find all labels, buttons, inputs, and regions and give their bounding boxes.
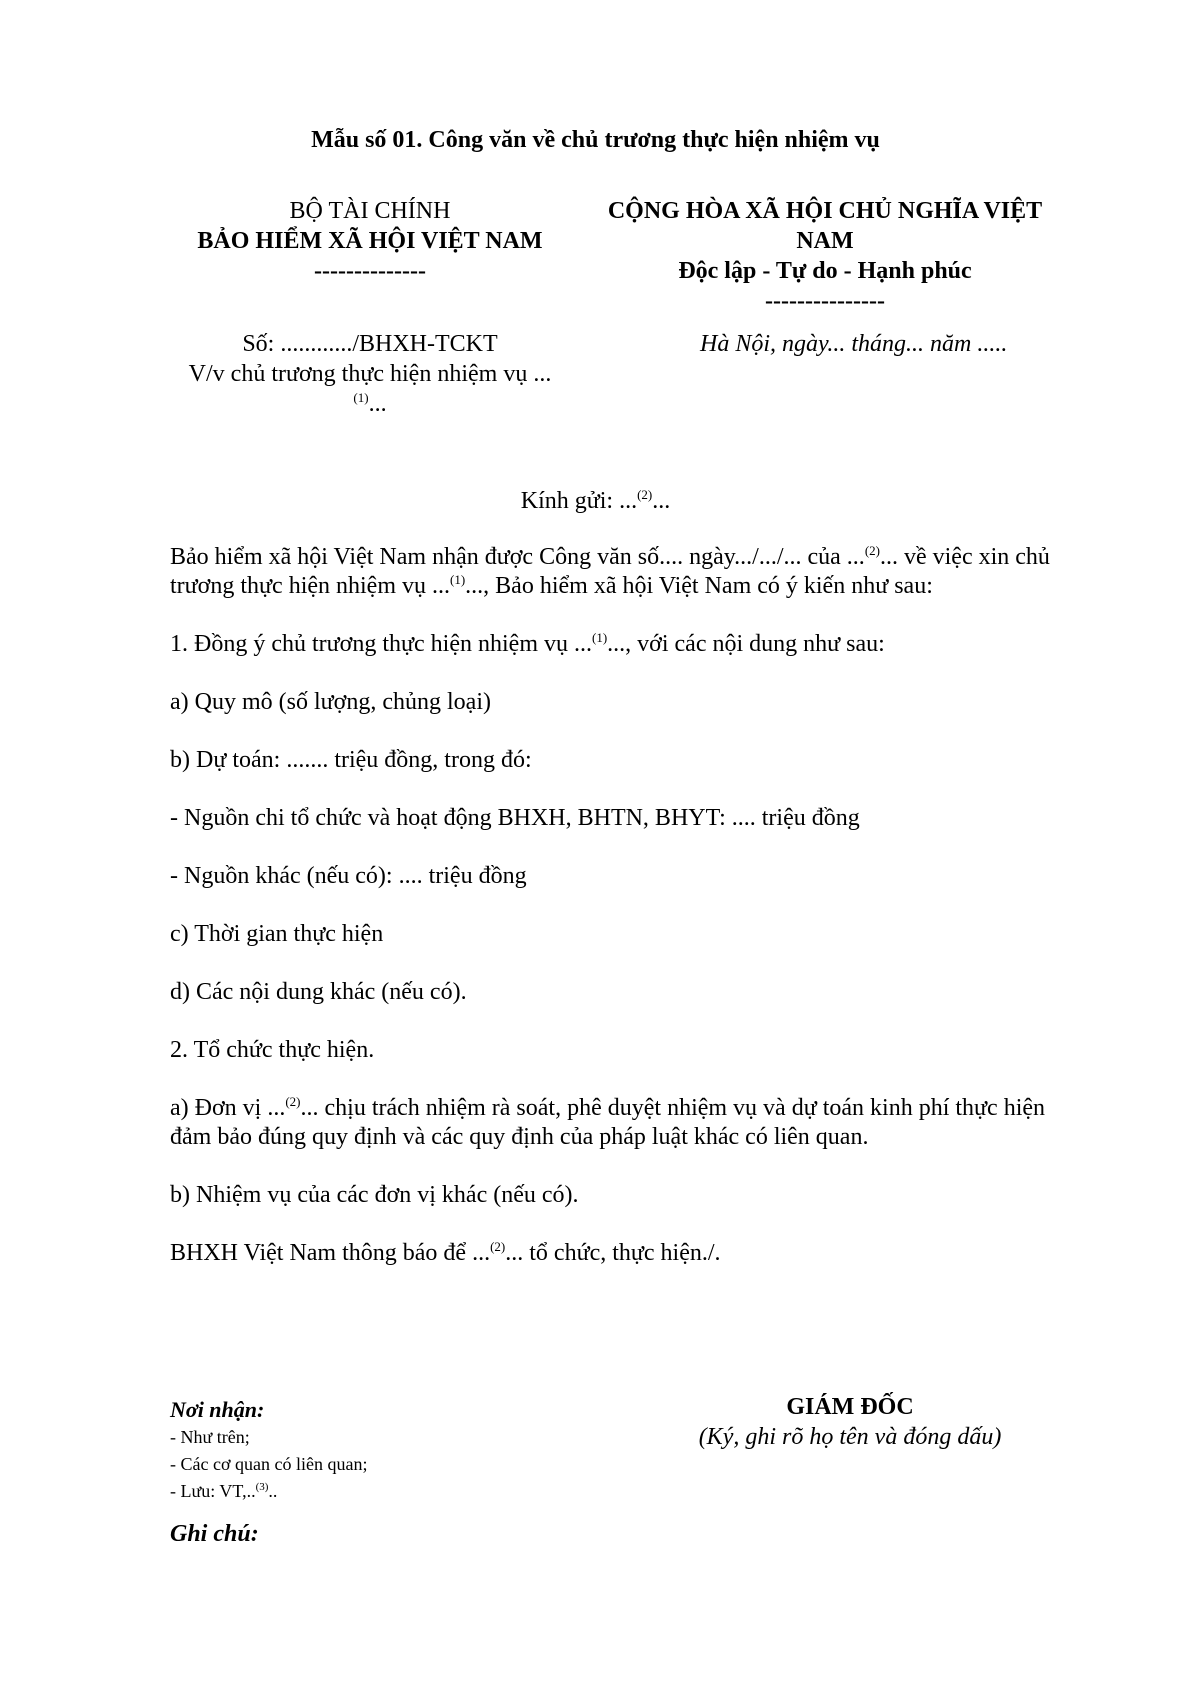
item-1: [170, 630, 1080, 659]
item-1c: c) Thời gian thực hiện: [170, 921, 384, 947]
recipient-line: [0, 486, 1191, 516]
subject-line: V/v chủ trương thực hiện nhiệm vụ ...: [188, 361, 552, 387]
footnote-ref: (1): [591, 630, 608, 645]
item-2a-text: ... chịu trách nhiệm rà soát, phê duyệt nhiệm vụ và dự toán kinh phí thực hiện đảm bảo đúng quy định và các quy định của pháp luật khác có liên quan.: [170, 1095, 1046, 1150]
item-2a: [170, 1094, 1080, 1152]
recipient-item: - Như trên;: [170, 1427, 250, 1447]
item-1b-source-2: - Nguồn khác (nếu có): .... triệu đồng: [170, 863, 527, 889]
intro-text: ..., Bảo hiểm xã hội Việt Nam có ý kiến như sau:: [465, 573, 933, 599]
distribution-block: [170, 1396, 590, 1549]
signature-block: [660, 1392, 1040, 1452]
footnote-ref: (2): [637, 487, 653, 502]
item-1b: b) Dự toán: ....... triệu đồng, trong đó:: [170, 747, 532, 773]
item-1a: a) Quy mô (số lượng, chủng loại): [170, 689, 491, 715]
recipients-label: Nơi nhận:: [170, 1397, 265, 1422]
document-number: Số: ............/BHXH-TCKT: [242, 331, 498, 357]
issuing-agency-header: [170, 196, 570, 286]
country-name-line2: NAM: [796, 228, 854, 254]
recipients-list: [170, 1424, 590, 1505]
closing-paragraph: [170, 1239, 1080, 1268]
footnote-ref: (2): [864, 543, 880, 558]
footnote-ref: (2): [490, 1239, 506, 1254]
subject-line-continuation: [160, 389, 580, 419]
document-number-block: [160, 329, 580, 419]
agency-name: BẢO HIỂM XÃ HỘI VIỆT NAM: [197, 228, 543, 254]
item-1-text: 1. Đồng ý chủ trương thực hiện nhiệm vụ ...: [170, 631, 592, 657]
intro-text: ... về việc xin chủ trương thực hiện nhiệm vụ ...: [170, 544, 1050, 599]
recipient-suffix: ...: [652, 488, 671, 514]
closing-text: BHXH Việt Nam thông báo để ...: [170, 1240, 491, 1266]
header-left-separator: --------------: [314, 258, 426, 284]
recipient-item: - Các cơ quan có liên quan;: [170, 1454, 368, 1474]
archive-text: ..: [268, 1481, 278, 1501]
intro-text: Bảo hiểm xã hội Việt Nam nhận được Công văn số.... ngày.../.../... của ...: [170, 544, 865, 570]
header-right-separator: ---------------: [765, 288, 885, 314]
footnote-ref: (2): [285, 1094, 301, 1109]
item-2: 2. Tổ chức thực hiện.: [170, 1037, 375, 1063]
place-and-date: Hà Nội, ngày... tháng... năm .....: [700, 331, 1008, 357]
notes-label: Ghi chú:: [170, 1521, 259, 1547]
signature-instruction: (Ký, ghi rõ họ tên và đóng dấu): [698, 1424, 1002, 1450]
item-2a-text: a) Đơn vị ...: [170, 1095, 286, 1121]
national-motto: Độc lập - Tự do - Hạnh phúc: [678, 258, 972, 284]
country-name-line1: CỘNG HÒA XÃ HỘI CHỦ NGHĨA VIỆT: [607, 198, 1043, 224]
item-2b: b) Nhiệm vụ của các đơn vị khác (nếu có).: [170, 1182, 579, 1208]
recipient-item-archive: [170, 1478, 590, 1505]
archive-text: - Lưu: VT,..: [170, 1481, 256, 1501]
item-1-text: ..., với các nội dung như sau:: [607, 631, 885, 657]
intro-paragraph: [170, 543, 1080, 601]
footnote-ref: (3): [255, 1481, 269, 1493]
closing-text: ... tổ chức, thực hiện./.: [505, 1240, 721, 1266]
item-1d: d) Các nội dung khác (nếu có).: [170, 979, 467, 1005]
footnote-ref: (1): [353, 390, 369, 405]
subject-ellipsis: ...: [368, 391, 387, 417]
national-header: [580, 196, 1070, 316]
recipient-prefix: Kính gửi: ...: [520, 488, 638, 514]
signer-title: GIÁM ĐỐC: [786, 1394, 914, 1420]
item-1b-source-1: - Nguồn chi tổ chức và hoạt động BHXH, BHTN, BHYT: .... triệu đồng: [170, 805, 860, 831]
letter-body: [170, 543, 1080, 1297]
page-title: Mẫu số 01. Công văn về chủ trương thực hiện nhiệm vụ: [311, 127, 880, 153]
ministry-name: BỘ TÀI CHÍNH: [289, 198, 451, 224]
footnote-ref: (1): [450, 572, 466, 587]
